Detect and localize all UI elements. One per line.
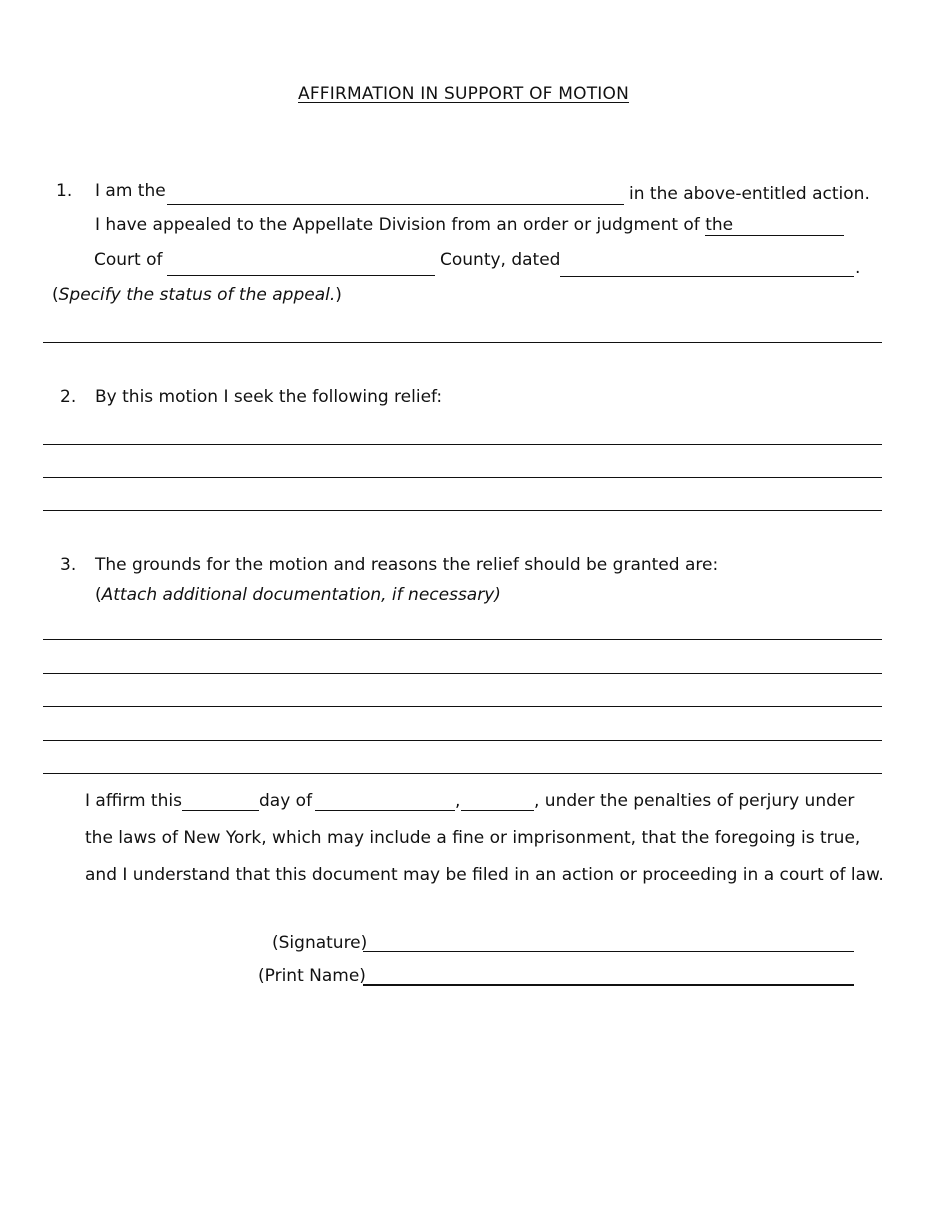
section-1-line2: I have appealed to the Appellate Division from an order or judgment of the [95, 215, 734, 235]
affirm-day-of: day of [259, 791, 313, 811]
print-name-line[interactable] [363, 984, 854, 986]
grounds-line[interactable] [43, 706, 882, 707]
court-name-blank[interactable] [167, 275, 435, 276]
section-1-line1-suffix: in the above-entitled action. [629, 184, 870, 204]
affirm-day-blank[interactable] [182, 810, 259, 811]
section-3-note: (Attach additional documentation, if necessary) [95, 585, 501, 605]
grounds-line[interactable] [43, 740, 882, 741]
affirm-line2: the laws of New York, which may include a fine or imprisonment, that the foregoing is true, [85, 828, 861, 848]
affirm-comma: , [455, 791, 461, 811]
date-blank[interactable] [560, 276, 854, 277]
status-instruction: (Specify the status of the appeal.) [52, 285, 342, 305]
grounds-line[interactable] [43, 673, 882, 674]
section-1-line1-prefix: I am the [95, 181, 166, 201]
print-name-label: (Print Name) [258, 966, 366, 986]
court-type-blank[interactable] [705, 235, 844, 236]
status-answer-line[interactable] [43, 342, 882, 343]
section-2-text: By this motion I seek the following relief: [95, 387, 443, 407]
section-1-number: 1. [56, 181, 73, 201]
section-3-text: The grounds for the motion and reasons the relief should be granted are: [95, 555, 719, 575]
grounds-line[interactable] [43, 639, 882, 640]
section-1-court-of: Court of [94, 250, 163, 270]
section-1-county-dated: County, dated [440, 250, 561, 270]
affirm-suffix: , under the penalties of perjury under [534, 791, 855, 811]
section-3-number: 3. [60, 555, 77, 575]
affirm-month-blank[interactable] [315, 810, 455, 811]
affirm-line3: and I understand that this document may be filed in an action or proceeding in a court of law. [85, 865, 884, 885]
relief-line[interactable] [43, 444, 882, 445]
grounds-line[interactable] [43, 773, 882, 774]
affirm-year-blank[interactable] [461, 810, 534, 811]
page-title: AFFIRMATION IN SUPPORT OF MOTION [298, 84, 630, 104]
section-2-number: 2. [60, 387, 77, 407]
relief-line[interactable] [43, 477, 882, 478]
relief-line[interactable] [43, 510, 882, 511]
party-role-blank[interactable] [167, 204, 624, 205]
signature-line[interactable] [363, 951, 854, 952]
section-1-period: . [855, 258, 861, 278]
signature-label: (Signature) [272, 933, 368, 953]
affirm-prefix: I affirm this [85, 791, 182, 811]
